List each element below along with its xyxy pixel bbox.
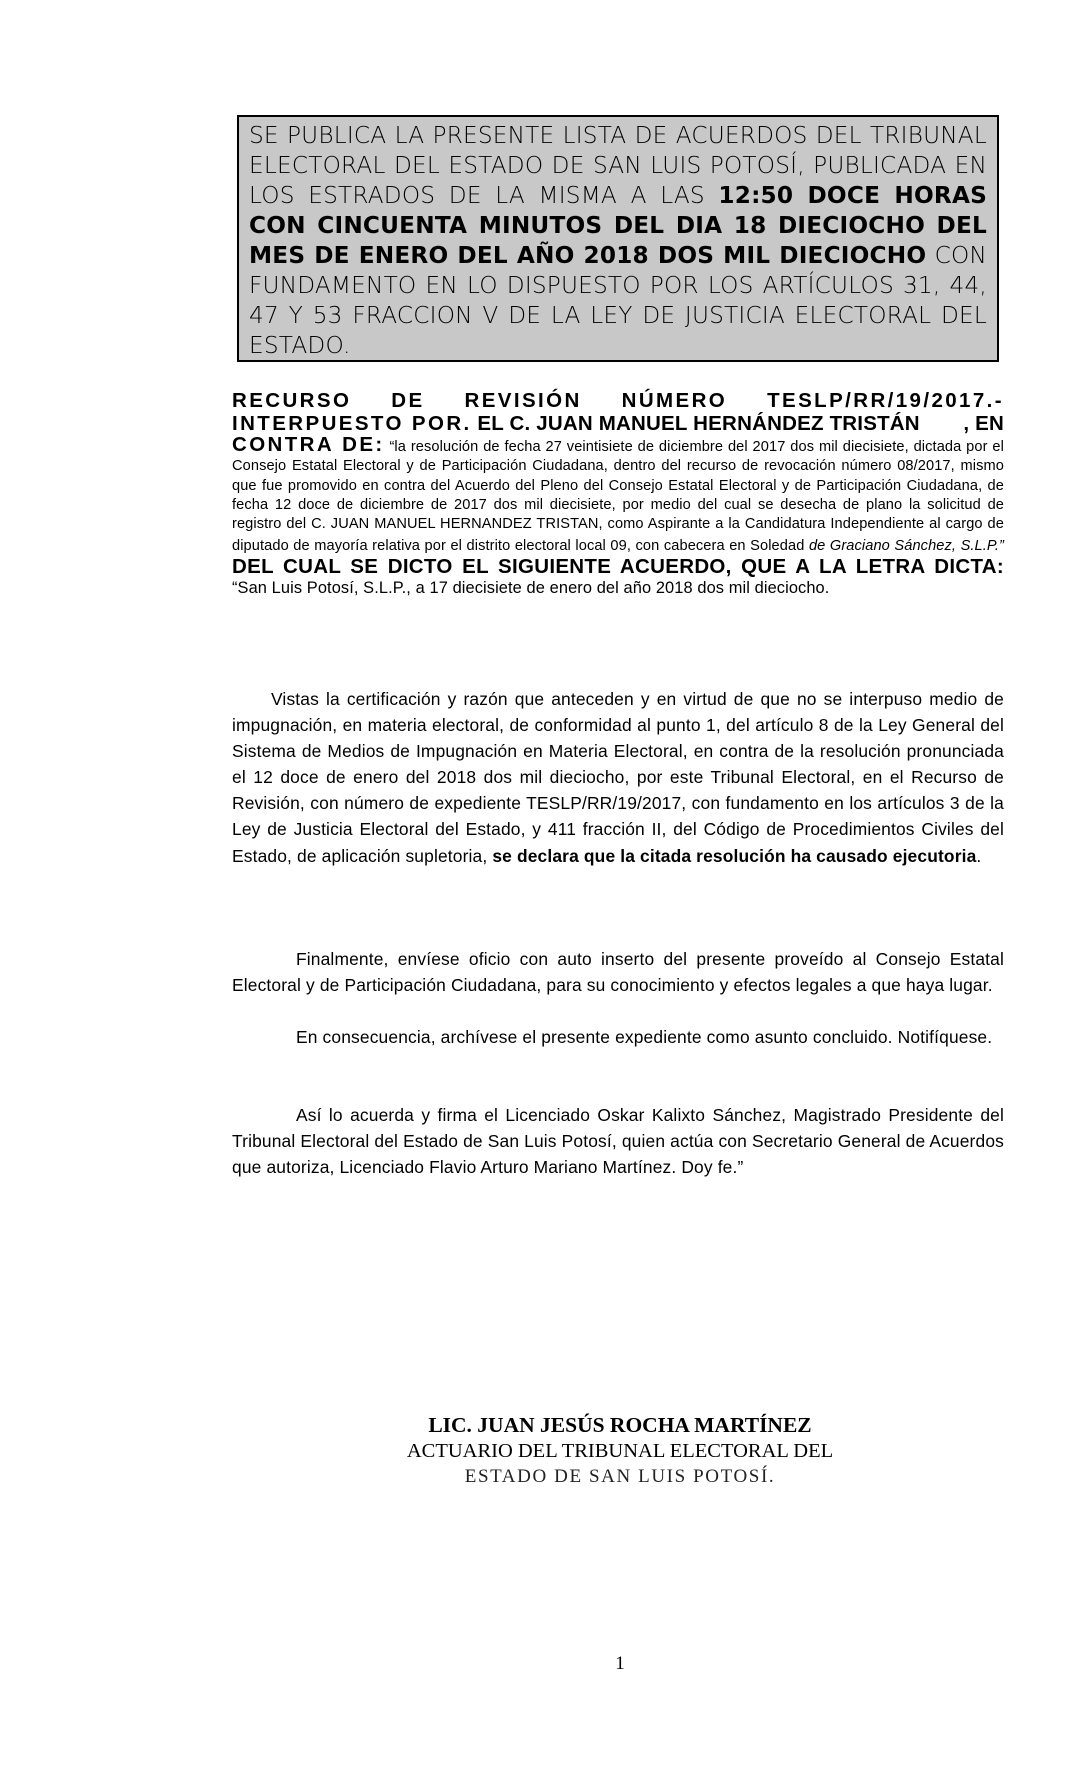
signer-name: LIC. JUAN JESÚS ROCHA MARTÍNEZ xyxy=(428,1413,812,1437)
page-number: 1 xyxy=(615,1653,625,1674)
notice-text-part2: CON FUNDAMENTO EN LO DISPUESTO POR LOS ARTÍCULOS 31, 44, 47 Y 53 FRACCION V DE LA LEY DE JUSTICIA ELECTORAL DEL ESTADO. xyxy=(249,242,987,359)
paragraph-text: Vistas la certificación y razón que anteceden y en virtud de que no se interpuso medio de impugnación, en materia electoral, de conformidad al punto 1, del artículo 8 de la Ley General del Sistema de Medios de Impugnación en Materia Electoral, en contra de la resolución pronunciada el 12 doce de enero del 2018 dos mil dieciocho, por este Tribunal Electoral, en el Recurso de Revisión, con número de expediente TESLP/RR/19/2017, con fundamento en los artículos 3 de la Ley de Justicia Electoral del Estado, y 411 fracción II, del Código de Procedimientos Civiles del Estado, de aplicación supletoria, xyxy=(232,689,1004,866)
acto-text: “la resolución de fecha 27 veintisiete de diciembre del 2017 dos mil diecisiete, dictada por el Consejo Estatal Electoral y de Participación Ciudadana, dentro del recurso de revocación número 08/2017, mismo que fue promovido en contra del Acuerdo del Pleno del Consejo Estatal Electoral y de Participación Ciudadana, de fecha 12 doce de diciembre de 2017 dos mil diecisiete, por medio del cual se desecha de plano la solicitud de registro del C. JUAN MANUEL HERNANDEZ TRISTAN, como Aspirante a la Candidatura Independiente al cargo de diputado de mayoría relativa por el distrito electoral local 09, con cabecera en Soledad xyxy=(232,439,1004,555)
record-title-line xyxy=(232,389,1004,412)
interpuesto-line xyxy=(232,412,1004,435)
heading-word: REVISIÓN xyxy=(464,389,582,412)
paragraph-vistas xyxy=(232,686,1004,869)
signer-title: ACTUARIO DEL TRIBUNAL ELECTORAL DEL xyxy=(406,1440,834,1462)
signature-block xyxy=(340,1412,900,1490)
en-text: , EN xyxy=(963,412,1004,435)
notice-date-bold: 12:50 DOCE HORAS CON CINCUENTA MINUTOS DEL DIA 18 DIECIOCHO DEL MES DE ENERO DEL AÑO 2018 DOS MIL DIECIOCHO xyxy=(249,182,987,269)
ejecutoria-bold: se declara que la citada resolución ha causado ejecutoria xyxy=(492,845,977,866)
notice-text-part1: SE PUBLICA LA PRESENTE LISTA DE ACUERDOS DEL TRIBUNAL ELECTORAL DEL ESTADO DE SAN LUIS POTOSÍ, PUBLICADA EN LOS ESTRADOS DE LA MISMA A LAS xyxy=(249,122,987,209)
record-heading xyxy=(232,389,1004,599)
paragraph-text: Así lo acuerda y firma el Licenciado Oskar Kalixto Sánchez, Magistrado Presidente del Tribunal Electoral del Estado de San Luis Potosí, quien actúa con Secretario General de Acuerdos que autoriza, Licenciado Flavio Arturo Mariano Martínez. Doy fe.” xyxy=(232,1105,1004,1178)
heading-word: DE xyxy=(391,389,425,412)
paragraph-firma xyxy=(232,1102,1004,1180)
signer-title-2: ESTADO DE SAN LUIS POTOSÍ. xyxy=(464,1466,776,1487)
heading-word: NÚMERO xyxy=(621,389,728,412)
record-number: TESLP/RR/19/2017.- xyxy=(767,389,1004,412)
paragraph-finalmente xyxy=(232,946,1004,998)
acuerdo-fecha: “San Luis Potosí, S.L.P., a 17 diecisiete de enero del año 2018 dos mil dieciocho. xyxy=(232,579,830,598)
contra-label: CONTRA DE: xyxy=(232,433,385,456)
promovente-name: EL C. JUAN MANUEL HERNÁNDEZ TRISTÁN xyxy=(477,412,920,435)
acuerdo-label: DEL CUAL SE DICTO EL SIGUIENTE ACUERDO, QUE A LA LETRA DICTA: xyxy=(232,554,1004,578)
acto-impugnado xyxy=(232,435,1004,599)
paragraph-consecuencia xyxy=(232,1024,1004,1050)
publication-notice-box xyxy=(237,115,999,362)
paragraph-text: Finalmente, envíese oficio con auto inserto del presente proveído al Consejo Estatal Electoral y de Participación Ciudadana, para su conocimiento y efectos legales a que haya lugar. xyxy=(232,949,1004,996)
paragraph-end: . xyxy=(976,845,982,866)
paragraph-text: En consecuencia, archívese el presente expediente como asunto concluido. Notifíquese. xyxy=(296,1027,993,1047)
heading-word: RECURSO xyxy=(232,389,352,412)
acto-italic: de Graciano Sánchez, S.L.P.” xyxy=(808,538,1004,555)
interpuesto-label: INTERPUESTO POR. xyxy=(232,412,472,435)
